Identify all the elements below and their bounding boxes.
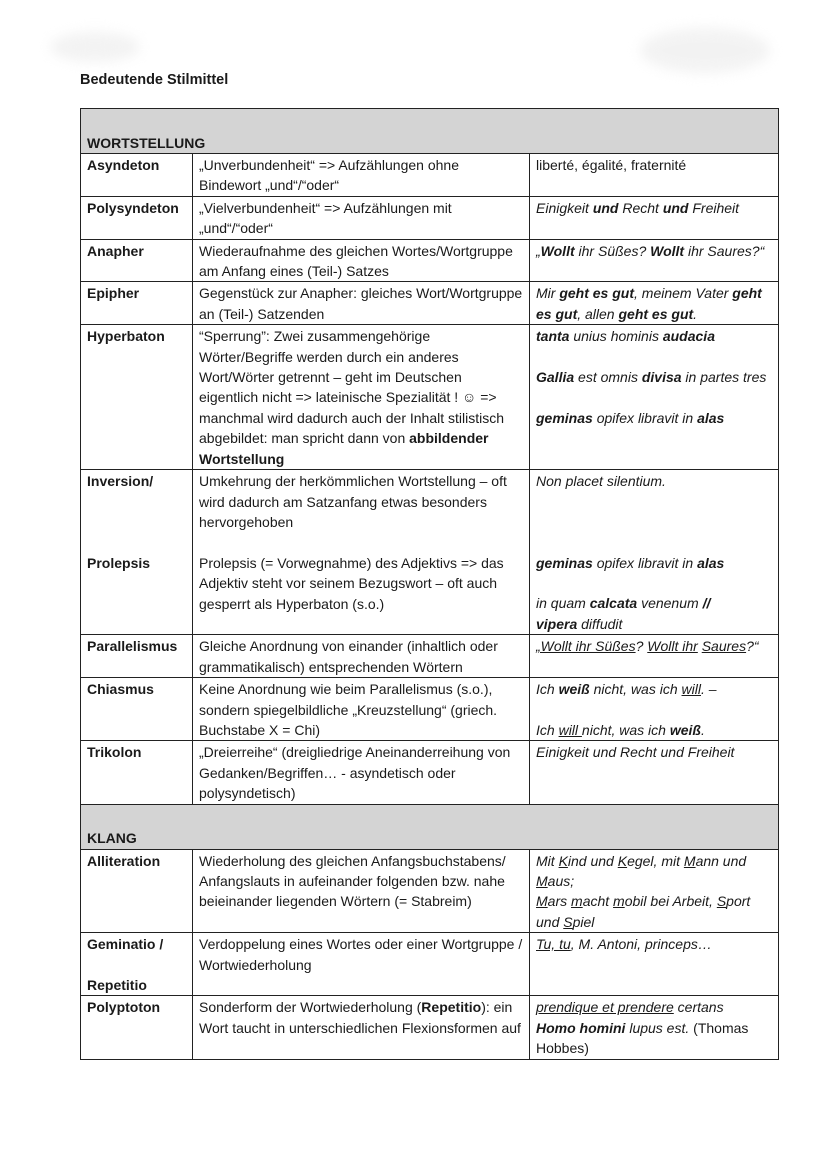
term-cell: Anapher [81, 239, 193, 282]
term-cell: Epipher [81, 282, 193, 325]
section-header [81, 109, 779, 154]
example-cell: Ich weiß nicht, was ich will. – Ich will nicht, was ich weiß. [530, 678, 779, 741]
table-row [81, 470, 779, 635]
example-cell: Einigkeit und Recht und Freiheit [530, 741, 779, 804]
section-header [81, 804, 779, 849]
example-cell: Tu, tu, M. Antoni, princeps… [530, 933, 779, 996]
term-cell: Geminatio / Repetitio [81, 933, 193, 996]
table-row [81, 741, 779, 804]
table-row [81, 635, 779, 678]
example-cell: Mir geht es gut, meinem Vater geht es gut, allen geht es gut. [530, 282, 779, 325]
example-cell: Non placet silentium. geminas opifex libravit in alas in quam calcata venenum // vipera diffudit [530, 470, 779, 635]
term-cell: Hyperbaton [81, 325, 193, 470]
definition-cell: „Unverbundenheit“ => Aufzählungen ohne Bindewort „und“/“oder“ [193, 154, 530, 197]
example-cell: Mit Kind und Kegel, mit Mann und Maus; Mars macht mobil bei Arbeit, Sport und Spiel [530, 849, 779, 933]
table-row [81, 239, 779, 282]
section-title: WORTSTELLUNG [81, 109, 779, 154]
term-cell: Alliteration [81, 849, 193, 933]
term-cell: Polysyndeton [81, 196, 193, 239]
scan-smudge [50, 32, 140, 62]
definition-cell: Gleiche Anordnung von einander (inhaltlich oder grammatikalisch) entsprechenden Wörtern [193, 635, 530, 678]
table-row [81, 282, 779, 325]
table-row [81, 325, 779, 470]
definition-cell: „Dreierreihe“ (dreigliedrige Aneinanderreihung von Gedanken/Begriffen… - asyndetisch oder polysyndetisch) [193, 741, 530, 804]
term-cell: Parallelismus [81, 635, 193, 678]
term-cell: Inversion/ Prolepsis [81, 470, 193, 635]
term-cell: Chiasmus [81, 678, 193, 741]
example-cell: „Wollt ihr Süßes? Wollt ihr Saures?“ [530, 635, 779, 678]
definition-cell: Gegenstück zur Anapher: gleiches Wort/Wortgruppe an (Teil-) Satzenden [193, 282, 530, 325]
section-title: KLANG [81, 804, 779, 849]
example-cell: tanta unius hominis audacia Gallia est omnis divisa in partes tres geminas opifex libravit in alas [530, 325, 779, 470]
definition-cell: Verdoppelung eines Wortes oder einer Wortgruppe / Wortwiederholung [193, 933, 530, 996]
example-cell: prendique et prendere certans Homo homini lupus est. (Thomas Hobbes) [530, 996, 779, 1059]
term-cell: Polyptoton [81, 996, 193, 1059]
definition-cell: Keine Anordnung wie beim Parallelismus (s.o.), sondern spiegelbildliche „Kreuzstellung“ (griech. Buchstabe X = Chi) [193, 678, 530, 741]
definition-cell: „Vielverbundenheit“ => Aufzählungen mit „und“/“oder“ [193, 196, 530, 239]
example-cell: „Wollt ihr Süßes? Wollt ihr Saures?“ [530, 239, 779, 282]
table-row [81, 196, 779, 239]
term-cell: Asyndeton [81, 154, 193, 197]
definition-cell: “Sperrung”: Zwei zusammengehörige Wörter/Begriffe werden durch ein anderes Wort/Wörter getrennt – geht im Deutschen eigentlich nicht => lateinische Spezialität ! ☺ => manchmal wird dadurch auch der Inhalt stilistisch abgebildet: man spricht dann von abbildender Wortstellung [193, 325, 530, 470]
example-cell: Einigkeit und Recht und Freiheit [530, 196, 779, 239]
table-row [81, 154, 779, 197]
definition-cell: Wiederaufnahme des gleichen Wortes/Wortgruppe am Anfang eines (Teil-) Satzes [193, 239, 530, 282]
table-row [81, 996, 779, 1059]
scan-smudge [640, 28, 770, 73]
example-cell: liberté, égalité, fraternité [530, 154, 779, 197]
definition-cell: Wiederholung des gleichen Anfangsbuchstabens/ Anfangslauts in aufeinander folgenden bzw. nahe beieinander liegenden Wörtern (= Stabreim) [193, 849, 530, 933]
document-title: Bedeutende Stilmittel [80, 72, 229, 88]
stilmittel-table [80, 108, 779, 1060]
table-row [81, 849, 779, 933]
definition-cell: Sonderform der Wortwiederholung (Repetitio): ein Wort taucht in unterschiedlichen Flexionsformen auf [193, 996, 530, 1059]
term-cell: Trikolon [81, 741, 193, 804]
definition-cell: Umkehrung der herkömmlichen Wortstellung – oft wird dadurch am Satzanfang etwas besonders hervorgehoben Prolepsis (= Vorwegnahme) des Adjektivs => das Adjektiv steht vor seinem Bezugswort – oft auch gesperrt als Hyperbaton (s.o.) [193, 470, 530, 635]
table-row [81, 678, 779, 741]
table-row [81, 933, 779, 996]
